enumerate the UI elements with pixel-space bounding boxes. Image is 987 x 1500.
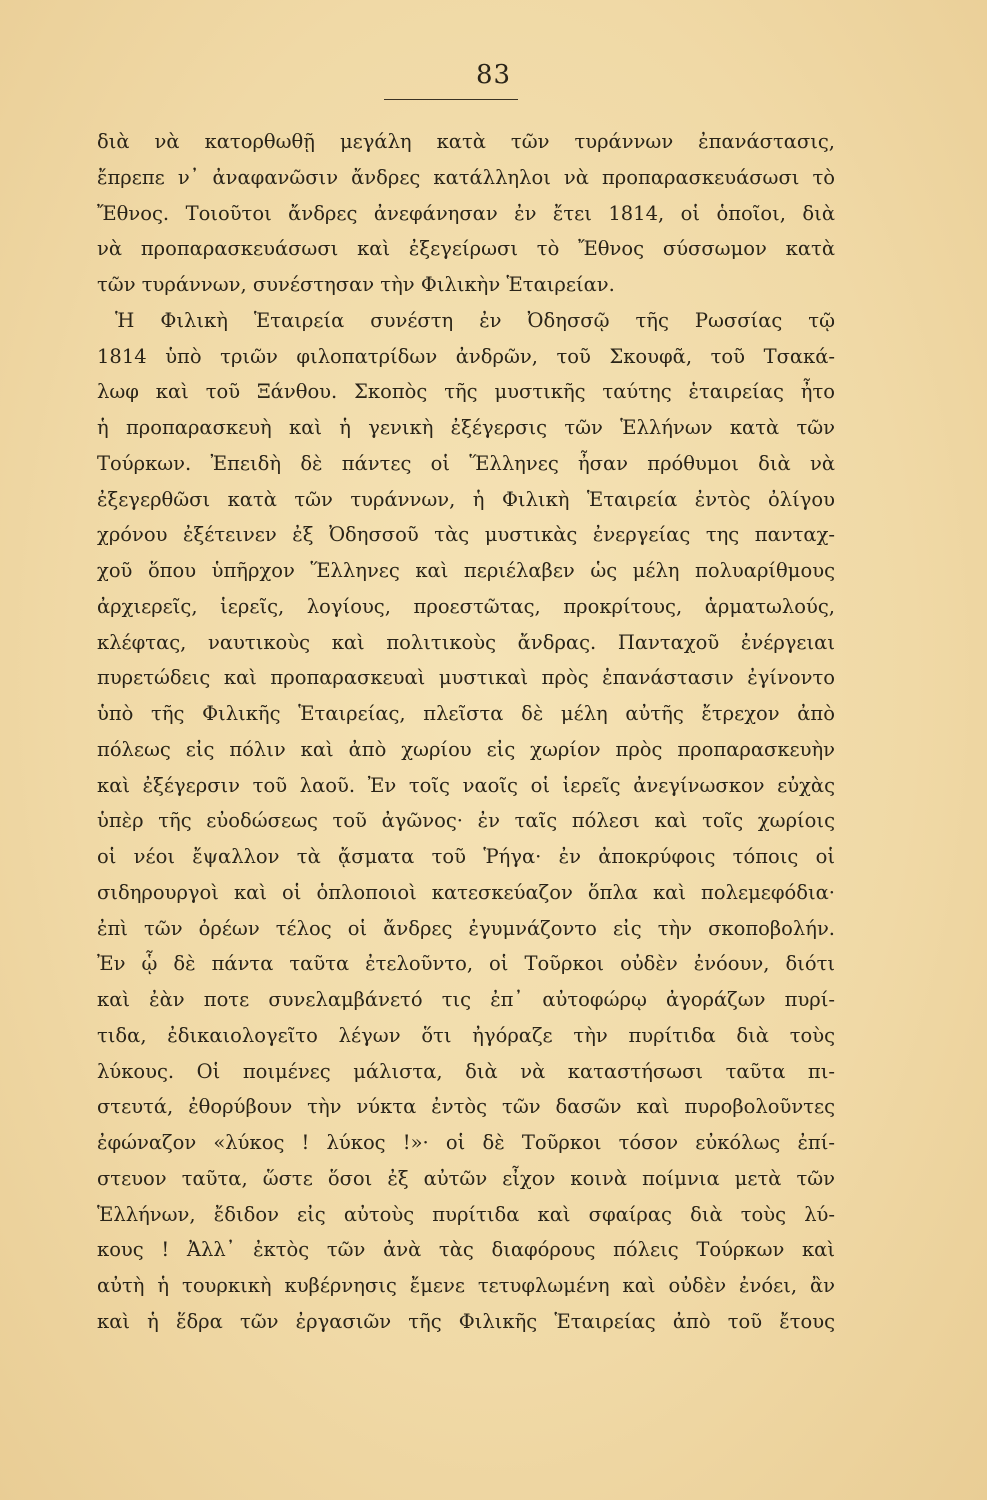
text-line: καὶ ἐὰν ποτε συνελαμβάνετό τις ἐπ᾿ αὐτοφώρῳ ἀγοράζων πυρί- xyxy=(97,988,835,1011)
text-line: Ἡ Φιλικὴ Ἑταιρεία συνέστη ἐν Ὀδησσῷ τῆς Ρωσσίας τῷ xyxy=(115,308,835,332)
text-line: Ἐν ᾧ δὲ πάντα ταῦτα ἐτελοῦντο, οἱ Τοῦρκοι οὐδὲν ἐνόουν, διότι xyxy=(97,952,835,976)
text-line: ἔπρεπε ν᾿ ἀναφανῶσιν ἄνδρες κατάλληλοι νὰ προπαρασκευάσωσι τὸ xyxy=(97,165,835,189)
text-line: σιδηρουργοὶ καὶ οἱ ὁπλοποιοὶ κατεσκεύαζον ὅπλα καὶ πολεμεφόδια· xyxy=(97,880,835,904)
text-line: ἐφώναζον «λύκος ! λύκος !»· οἱ δὲ Τοῦρκοι τόσον εὐκόλως ἐπί- xyxy=(97,1131,835,1154)
text-line: τιδα, ἐδικαιολογεῖτο λέγων ὅτι ἠγόραζε τὴν πυρίτιδα διὰ τοὺς xyxy=(97,1023,835,1047)
text-line: στευον ταῦτα, ὥστε ὅσοι ἐξ αὐτῶν εἶχον κοινὰ ποίμνια μετὰ τῶν xyxy=(97,1166,835,1190)
text-line: ἀρχιερεῖς, ἱερεῖς, λογίους, προεστῶτας, προκρίτους, ἁρματωλούς, xyxy=(97,594,835,618)
text-line: καὶ ἐξέγερσιν τοῦ λαοῦ. Ἐν τοῖς ναοῖς οἱ ἱερεῖς ἀνεγίνωσκον εὐχὰς xyxy=(97,773,835,797)
text-line: στευτά, ἐθορύβουν τὴν νύκτα ἐντὸς τῶν δασῶν καὶ πυροβολοῦντες xyxy=(97,1095,835,1119)
body-text xyxy=(97,124,835,1340)
text-line: Ἑλλήνων, ἔδιδον εἰς αὐτοὺς πυρίτιδα καὶ σφαίρας διὰ τοὺς λύ- xyxy=(97,1202,835,1226)
text-line: χρόνου ἐξέτεινεν ἐξ Ὀδησσοῦ τὰς μυστικὰς ἐνεργείας της πανταχ- xyxy=(97,523,835,547)
text-line: πόλεως εἰς πόλιν καὶ ἀπὸ χωρίου εἰς χωρίον πρὸς προπαρασκευὴν xyxy=(97,737,835,761)
text-line: καὶ ἡ ἕδρα τῶν ἐργασιῶν τῆς Φιλικῆς Ἑταιρείας ἀπὸ τοῦ ἔτους xyxy=(97,1309,835,1333)
text-line: τῶν τυράννων, συνέστησαν τὴν Φιλικὴν Ἑταιρείαν. xyxy=(97,273,615,296)
text-line: οἱ νέοι ἔψαλλον τὰ ᾄσματα τοῦ Ῥήγα· ἐν ἀποκρύφοις τόποις οἱ xyxy=(97,845,835,868)
text-line: Ἔθνος. Τοιοῦτοι ἄνδρες ἀνεφάνησαν ἐν ἔτει 1814, οἱ ὁποῖοι, διὰ xyxy=(97,201,835,225)
text-line: ὑπὲρ τῆς εὐοδώσεως τοῦ ἀγῶνος· ἐν ταῖς πόλεσι καὶ τοῖς χωρίοις xyxy=(97,809,835,833)
text-line: 1814 ὑπὸ τριῶν φιλοπατρίδων ἀνδρῶν, τοῦ Σκουφᾶ, τοῦ Τσακά- xyxy=(97,344,835,368)
text-line: ἡ προπαρασκευὴ καὶ ἡ γενικὴ ἐξέγερσις τῶν Ἑλλήνων κατὰ τῶν xyxy=(97,416,835,439)
page-number: 83 xyxy=(475,60,512,90)
text-line: διὰ νὰ κατορθωθῇ μεγάλη κατὰ τῶν τυράννων ἐπανάστασις, xyxy=(97,130,835,153)
text-line: χοῦ ὅπου ὑπῆρχον Ἕλληνες καὶ περιέλαβεν ὡς μέλη πολυαρίθμους xyxy=(97,559,835,582)
text-line: κλέφτας, ναυτικοὺς καὶ πολιτικοὺς ἄνδρας. Πανταχοῦ ἐνέργειαι xyxy=(97,630,835,654)
text-line: κους ! Ἀλλ᾿ ἐκτὸς τῶν ἀνὰ τὰς διαφόρους πόλεις Τούρκων καὶ xyxy=(97,1238,835,1262)
header-rule xyxy=(384,99,518,100)
text-line: αὐτὴ ἡ τουρκικὴ κυβέρνησις ἔμενε τετυφλωμένη καὶ οὐδὲν ἐνόει, ἂν xyxy=(97,1274,835,1297)
text-line: ὑπὸ τῆς Φιλικῆς Ἑταιρείας, πλεῖστα δὲ μέλη αὐτῆς ἔτρεχον ἀπὸ xyxy=(97,702,835,725)
text-line: λύκους. Οἱ ποιμένες μάλιστα, διὰ νὰ καταστήσωσι ταῦτα πι- xyxy=(97,1059,835,1083)
text-line: λωφ καὶ τοῦ Ξάνθου. Σκοπὸς τῆς μυστικῆς ταύτης ἑταιρείας ἦτο xyxy=(97,380,835,404)
text-line: πυρετώδεις καὶ προπαρασκευαὶ μυστικαὶ πρὸς ἐπανάστασιν ἐγίνοντο xyxy=(97,666,835,690)
text-line: Τούρκων. Ἐπειδὴ δὲ πάντες οἱ Ἕλληνες ἦσαν πρόθυμοι διὰ νὰ xyxy=(97,451,835,475)
text-line: ἐξεγερθῶσι κατὰ τῶν τυράννων, ἡ Φιλικὴ Ἑταιρεία ἐντὸς ὀλίγου xyxy=(97,487,835,511)
text-line: ἐπὶ τῶν ὀρέων τέλος οἱ ἄνδρες ἐγυμνάζοντο εἰς τὴν σκοποβολήν. xyxy=(97,916,835,940)
text-line: νὰ προπαρασκευάσωσι καὶ ἐξεγείρωσι τὸ Ἔθνος σύσσωμον κατὰ xyxy=(97,237,835,261)
